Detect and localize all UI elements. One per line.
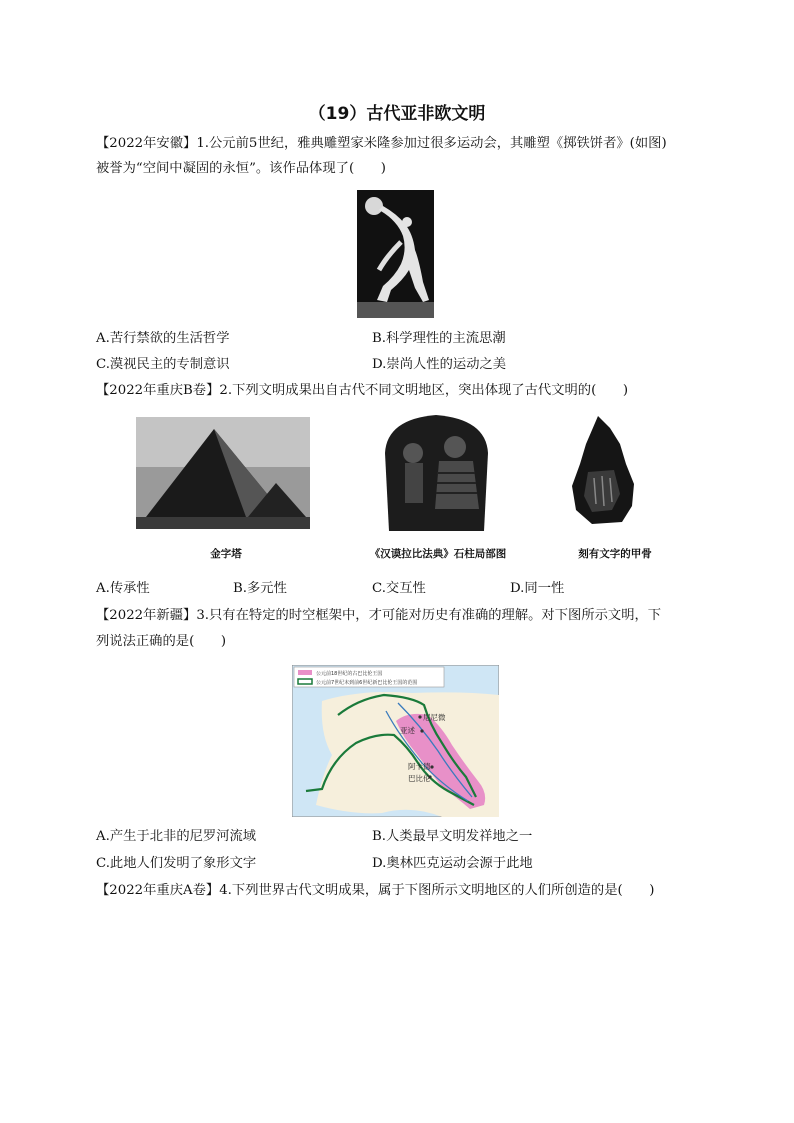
page-title: （19）古代亚非欧文明 bbox=[308, 104, 486, 124]
q1-option-a[interactable]: A.苦行禁欲的生活哲学 bbox=[96, 331, 230, 346]
legend-label-territory: 公元前18世纪的古巴比伦王国 bbox=[316, 671, 383, 677]
place-akkad: 阿卡德 bbox=[408, 762, 431, 771]
place-assur: 亚述 bbox=[400, 726, 415, 735]
q3-stem-line2: 列说法正确的是( ) bbox=[96, 634, 227, 649]
q1-option-d[interactable]: D.崇尚人性的运动之美 bbox=[372, 357, 507, 372]
q1-option-c[interactable]: C.漠视民主的专制意识 bbox=[96, 357, 230, 372]
q2-stem-line1: 【2022年重庆B卷】2.下列文明成果出自古代不同文明地区，突出体现了古代文明的( ) bbox=[96, 383, 629, 398]
discus-thrower-image bbox=[357, 190, 434, 318]
caption-pyramids: 金字塔 bbox=[210, 548, 242, 560]
mesopotamia-map bbox=[292, 665, 499, 817]
q3-option-c[interactable]: C.此地人们发明了象形文字 bbox=[96, 856, 257, 871]
caption-hammurabi-stele: 《汉谟拉比法典》石柱局部图 bbox=[369, 548, 507, 560]
caption-oracle-bone: 刻有文字的甲骨 bbox=[578, 548, 652, 560]
q4-stem-line1: 【2022年重庆A卷】4.下列世界古代文明成果，属于下图所示文明地区的人们所创造的是( ) bbox=[96, 883, 655, 898]
q3-option-d[interactable]: D.奥林匹克运动会源于此地 bbox=[372, 856, 533, 871]
place-babylon: 巴比伦 bbox=[408, 774, 431, 783]
q1-option-b[interactable]: B.科学理性的主流思潮 bbox=[372, 331, 506, 346]
q3-option-a[interactable]: A.产生于北非的尼罗河流域 bbox=[96, 829, 257, 844]
place-nineveh: 尼尼微 bbox=[423, 713, 446, 722]
q2-option-a[interactable]: A.传承性 bbox=[96, 581, 150, 596]
q2-option-c[interactable]: C.交互性 bbox=[372, 581, 426, 596]
hammurabi-stele-image bbox=[381, 413, 492, 531]
legend-label-route: 公元前7世纪末到前6世纪新巴比伦王国的范围 bbox=[316, 680, 418, 686]
q2-option-b[interactable]: B.多元性 bbox=[233, 581, 287, 596]
q1-stem-line2: 被誉为“空间中凝固的永恒”。该作品体现了( ) bbox=[96, 161, 386, 176]
q3-option-b[interactable]: B.人类最早文明发祥地之一 bbox=[372, 829, 533, 844]
pyramids-image bbox=[136, 417, 310, 529]
legend-swatch-territory bbox=[298, 670, 312, 675]
q1-stem-line1: 【2022年安徽】1.公元前5世纪，雅典雕塑家米隆参加过很多运动会，其雕塑《掷铁饼者》(如图) bbox=[96, 136, 667, 151]
q2-option-d[interactable]: D.同一性 bbox=[510, 581, 565, 596]
q3-stem-line1: 【2022年新疆】3.只有在特定的时空框架中，才可能对历史有准确的理解。对下图所示文明，下 bbox=[96, 608, 662, 623]
oracle-bone-image bbox=[568, 414, 638, 526]
